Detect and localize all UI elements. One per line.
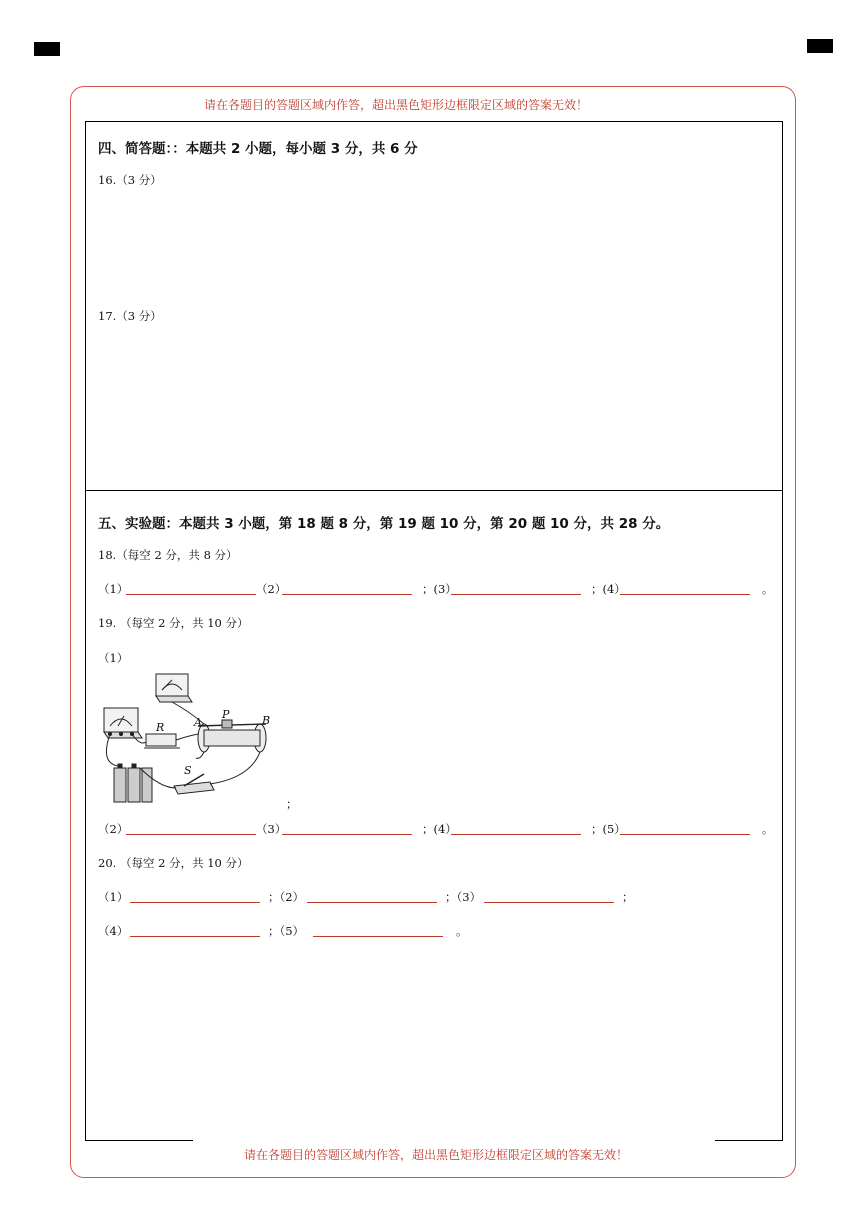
q19-label-5: ；(5） <box>591 822 626 836</box>
bottom-notice: 请在各题目的答题区域内作答，超出黑色矩形边框限定区域的答案无效！ <box>244 1148 629 1162</box>
q18-blank-4[interactable] <box>620 594 750 595</box>
section4-box <box>85 121 783 491</box>
q18-label-3: ；(3） <box>422 582 457 596</box>
q20-label-5: ；（5） <box>268 924 305 938</box>
q20-label-1: （1） <box>98 890 129 904</box>
q18-label-4: ；(4） <box>591 582 626 596</box>
q20-blank-1[interactable] <box>130 902 260 903</box>
diagram-label-b: B <box>262 714 271 727</box>
q19-label-3: （3） <box>256 822 287 836</box>
q19-blank-5[interactable] <box>620 834 750 835</box>
diagram-label-p: P <box>222 708 230 721</box>
section5-bottom-rule-right <box>715 1140 783 1141</box>
q20-label-2: ；（2） <box>268 890 305 904</box>
q20-blank-3[interactable] <box>484 902 614 903</box>
diagram-label-r: R <box>156 721 165 734</box>
q19-blank-3[interactable] <box>282 834 412 835</box>
q18-blank-1[interactable] <box>126 594 256 595</box>
registration-mark-right <box>807 39 833 53</box>
q18-end: 。 <box>762 582 774 596</box>
diagram-label-a: A <box>194 716 202 729</box>
q16-label: 16.（3 分） <box>98 173 162 187</box>
section5-bottom-rule-left <box>85 1140 193 1141</box>
q20-blank-4[interactable] <box>130 936 260 937</box>
registration-mark-left <box>34 42 60 56</box>
q17-label: 17.（3 分） <box>98 309 162 323</box>
q19-blank-2[interactable] <box>126 834 256 835</box>
q19-part1-end: ； <box>286 797 298 811</box>
q20-header: 20. （每空 2 分，共 10 分） <box>98 856 249 870</box>
q19-part1-label: （1） <box>98 651 129 665</box>
diagram-label-s: S <box>184 764 192 777</box>
q19-label-4: ；(4） <box>422 822 457 836</box>
section5-title: 五、实验题：本题共 3 小题，第 18 题 8 分，第 19 题 10 分，第 20 题 10 分，共 28 分。 <box>98 516 670 532</box>
q18-label-1: （1） <box>98 582 129 596</box>
section4-title: 四、简答题：：本题共 2 小题，每小题 3 分，共 6 分 <box>98 141 418 157</box>
top-notice: 请在各题目的答题区域内作答，超出黑色矩形边框限定区域的答案无效！ <box>204 98 589 112</box>
q19-header: 19. （每空 2 分，共 10 分） <box>98 616 249 630</box>
q19-blank-4[interactable] <box>451 834 581 835</box>
q20-blank-2[interactable] <box>307 902 437 903</box>
q18-blank-2[interactable] <box>282 594 412 595</box>
q20-label-4: （4） <box>98 924 129 938</box>
q20-blank-5[interactable] <box>313 936 443 937</box>
q18-label-2: （2） <box>256 582 287 596</box>
q18-blank-3[interactable] <box>451 594 581 595</box>
q18-header: 18.（每空 2 分，共 8 分） <box>98 548 238 562</box>
q20-row1-end: ； <box>622 890 634 904</box>
q19-label-2: （2） <box>98 822 129 836</box>
q20-end: 。 <box>456 924 468 938</box>
q19-end: 。 <box>762 822 774 836</box>
circuit-apparatus-diagram <box>100 668 290 808</box>
q20-label-3: ；（3） <box>445 890 482 904</box>
